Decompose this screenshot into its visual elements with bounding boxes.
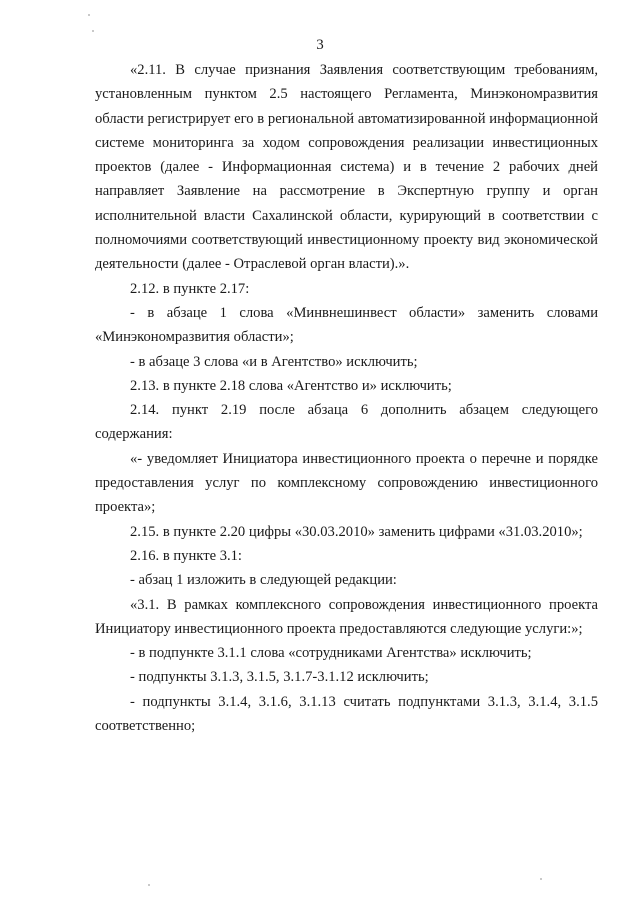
- scan-speck: [148, 884, 150, 886]
- paragraph-2-12: 2.12. в пункте 2.17:: [130, 280, 250, 297]
- scan-speck: [92, 30, 94, 32]
- paragraph-2-15: 2.15. в пункте 2.20 цифры «30.03.2010» заменить цифрами «31.03.2010»;: [130, 523, 583, 540]
- paragraph-2-16-b: - в подпункте 3.1.1 слова «сотрудниками Агентства» исключить;: [130, 645, 532, 662]
- paragraph-2-16-d: - подпункты 3.1.4, 3.1.6, 3.1.13 считать подпунктами 3.1.3, 3.1.4, 3.1.5 соответственно;: [95, 693, 598, 735]
- paragraph-2-13: 2.13. в пункте 2.18 слова «Агентство и» исключить;: [130, 377, 452, 394]
- paragraph-2-14-quote: «- уведомляет Инициатора инвестиционного проекта о перечне и порядке предоставления услуг по комплексному сопровождению инвестиционного проекта»;: [95, 450, 598, 516]
- paragraph-2-16-a: - абзац 1 изложить в следующей редакции:: [130, 572, 397, 589]
- paragraph-2-12-a: - в абзаце 1 слова «Минвнешинвест области» заменить словами «Минэкономразвития области»;: [95, 304, 598, 346]
- paragraph-3-1-quote: «3.1. В рамках комплексного сопровождения инвестиционного проекта Инициатору инвестиционного проекта предоставляются следующие услуги:»;: [95, 596, 598, 637]
- page-number: 3: [316, 37, 324, 53]
- document-body: [95, 58, 598, 738]
- paragraph-2-16-c: - подпункты 3.1.3, 3.1.5, 3.1.7-3.1.12 исключить;: [130, 669, 429, 686]
- scan-speck: [88, 14, 90, 16]
- paragraph-2-12-b: - в абзаце 3 слова «и в Агентство» исключить;: [130, 353, 418, 370]
- paragraph-2-14: 2.14. пункт 2.19 после абзаца 6 дополнить абзацем следующего содержания:: [95, 402, 598, 443]
- paragraph-2-16: 2.16. в пункте 3.1:: [130, 547, 242, 564]
- paragraph-2-11: «2.11. В случае признания Заявления соответствующим требованиям, установленным пунктом 2.5 настоящего Регламента, Минэкономразвития области регистрирует его в региональной автоматизированной информационной системе мониторинга за ходом сопровождения реализации инвестиционных проектов (далее - Информационная система) и в течение 2 рабочих дней направляет Заявление на рассмотрение в Экспертную группу и орган исполнительной власти Сахалинской области, курирующий в соответствии с полномочиями соответствующий инвестиционному проекту вид экономической деятельности (далее - Отраслевой орган власти).».: [95, 62, 598, 273]
- scan-speck: [540, 878, 542, 880]
